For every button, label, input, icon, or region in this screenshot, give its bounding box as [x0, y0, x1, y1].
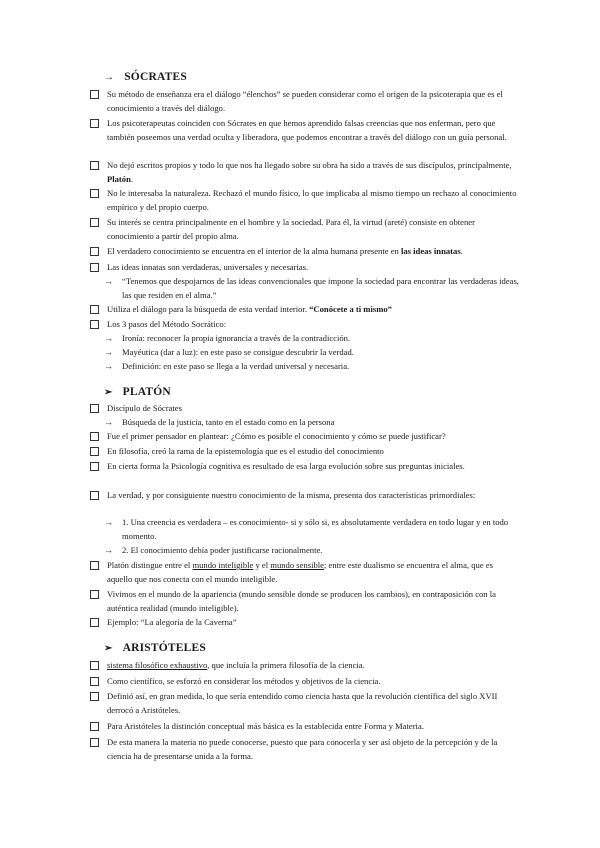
checklist-item: Su método de enseñanza era el diálogo “élenchos” se pueden considerar como el origen de la psicoterapia que es el conocimiento a través del diálogo.	[90, 88, 520, 115]
checkbox-icon[interactable]	[90, 692, 99, 701]
checkbox-icon[interactable]	[90, 561, 99, 570]
checkbox-icon[interactable]	[90, 263, 99, 272]
arrow-icon: →	[104, 333, 113, 343]
checklist-item: El verdadero conocimiento se encuentra en el interior de la alma humana presente en las ideas innatas.	[90, 245, 520, 259]
section-heading-socrates	[104, 71, 187, 83]
checklist-item: Los psicoterapeutas coinciden con Sócrates en que hemos aprendido falsas creencias que nos enferman, pero que también poseemos una verdad oculta y liberadora, que podemos encontrar a través del diálogo con un guía personal.	[90, 117, 520, 144]
checkbox-icon[interactable]	[90, 738, 99, 747]
checklist-item: Discípulo de Sócrates	[90, 402, 520, 416]
section-heading-aristoteles	[104, 642, 206, 654]
arrow-icon: →	[104, 276, 113, 286]
checkbox-icon[interactable]	[90, 447, 99, 456]
checklist-item: Las ideas innatas son verdaderas, universales y necesarias.	[90, 261, 520, 275]
section-title: ARISTÓTELES	[122, 642, 206, 654]
checklist-item: No le interesaba la naturaleza. Rechazó el mundo físico, lo que implicaba al mismo tiempo un rechazo al conocimiento empírico y del propio cuerpo.	[90, 187, 520, 214]
sub-item: → Mayéutica (dar a luz): en este paso se consigue descubrir la verdad.	[104, 346, 520, 360]
checkbox-icon[interactable]	[90, 661, 99, 670]
checkbox-icon[interactable]	[90, 247, 99, 256]
checkbox-icon[interactable]	[90, 161, 99, 170]
checklist-item: Platón distingue entre el mundo inteligible y el mundo sensible; entre este dualismo se encuentra el alma, que es aquello que nos conecta con el mundo inteligible.	[90, 559, 520, 586]
arrow-icon: →	[104, 517, 113, 527]
checkbox-icon[interactable]	[90, 189, 99, 198]
checklist-item: La verdad, y por consiguiente nuestro conocimiento de la misma, presenta dos características primordiales:	[90, 489, 520, 503]
checklist-item: En cierta forma la Psicología cognitiva es resultado de esa larga evolución sobre sus preguntas iniciales.	[90, 460, 520, 474]
checkbox-icon[interactable]	[90, 218, 99, 227]
sub-item: → 1. Una creencia es verdadera – es conocimiento- si y sólo si, es absolutamente verdadera en todo lugar y en todo momento.	[104, 517, 509, 541]
checklist-item: En filosofía, creó la rama de la epistemología que es el estudio del conocimiento	[90, 445, 520, 459]
checkbox-icon[interactable]	[90, 722, 99, 731]
arrowhead-icon: ➢	[104, 642, 113, 654]
checklist-item: Los 3 pasos del Método Socrático:	[90, 318, 520, 332]
checklist-item: Ejemplo: “La alegoría de la Caverna”	[90, 616, 520, 630]
checkbox-icon[interactable]	[90, 432, 99, 441]
arrow-icon: →	[104, 361, 113, 371]
checkbox-icon[interactable]	[90, 491, 99, 500]
sub-item: → Ironía: reconocer la propia ignorancia a través de la contradicción.	[104, 332, 520, 346]
checklist-item: De esta manera la materia no puede conocerse, puesto que para conocerla y ser así objeto de la percepción y de la ciencia ha de presentarse unida a la forma.	[90, 736, 520, 763]
arrow-icon: →	[104, 417, 113, 427]
checklist-item: Para Aristóteles la distinción conceptual más básica es la establecida entre Forma y Materia.	[90, 720, 520, 734]
checkbox-icon[interactable]	[90, 320, 99, 329]
checkbox-icon[interactable]	[90, 677, 99, 686]
checkbox-icon[interactable]	[90, 462, 99, 471]
section-title: PLATÓN	[122, 386, 171, 398]
checkbox-icon[interactable]	[90, 305, 99, 314]
checkbox-icon[interactable]	[90, 90, 99, 99]
checkbox-icon[interactable]	[90, 590, 99, 599]
checklist-item: Su interés se centra principalmente en el hombre y la sociedad. Para él, la virtud (areté) consiste en obtener conocimiento a partir del propio alma.	[90, 216, 520, 243]
sub-item: → 2. El conocimiento debía poder justificarse racionalmente.	[104, 544, 520, 558]
checklist-item: Vivimos en el mundo de la apariencia (mundo sensible donde se producen los cambios), en contraposición con la auténtica realidad (mundo inteligible).	[90, 588, 520, 615]
checklist-item: No dejó escritos propios y todo lo que nos ha llegado sobre su obra ha sido a través de sus discípulos, principalmente, Platón.	[90, 159, 520, 186]
checklist-item: Como científico, se esforzó en considerar los métodos y objetivos de la ciencia.	[90, 675, 520, 689]
checklist-item: Definió así, en gran medida, lo que sería entendido como ciencia hasta que la revolución científica del siglo XVII derrocó a Aristóteles.	[90, 690, 520, 717]
checkbox-icon[interactable]	[90, 618, 99, 627]
section-title: SÓCRATES	[124, 71, 187, 83]
arrow-icon: →	[104, 347, 113, 357]
arrow-icon: →	[104, 545, 113, 555]
arrow-icon: →	[104, 71, 115, 83]
checkbox-icon[interactable]	[90, 119, 99, 128]
sub-item: → “Tenemos que despojarnos de las ideas convencionales que impone la sociedad para encontrar las verdaderas ideas, las que residen en el alma.”	[104, 276, 519, 300]
checkbox-icon[interactable]	[90, 404, 99, 413]
section-heading-platon	[104, 386, 171, 398]
checklist-item: sistema filosófico exhaustivo, que incluía la primera filosofía de la ciencia.	[90, 659, 520, 673]
sub-item: → Búsqueda de la justicia, tanto en el estado como en la persona	[104, 416, 520, 430]
checklist-item: Fue el primer pensador en plantear: ¿Cómo es posible el conocimiento y cómo se puede justificar?	[90, 430, 520, 444]
arrowhead-icon: ➢	[104, 386, 113, 398]
checklist-item: Utiliza el diálogo para la búsqueda de esta verdad interior. “Conócete a ti mismo”	[90, 303, 520, 317]
sub-item: → Definición: en este paso se llega a la verdad universal y necesaria.	[104, 360, 520, 374]
